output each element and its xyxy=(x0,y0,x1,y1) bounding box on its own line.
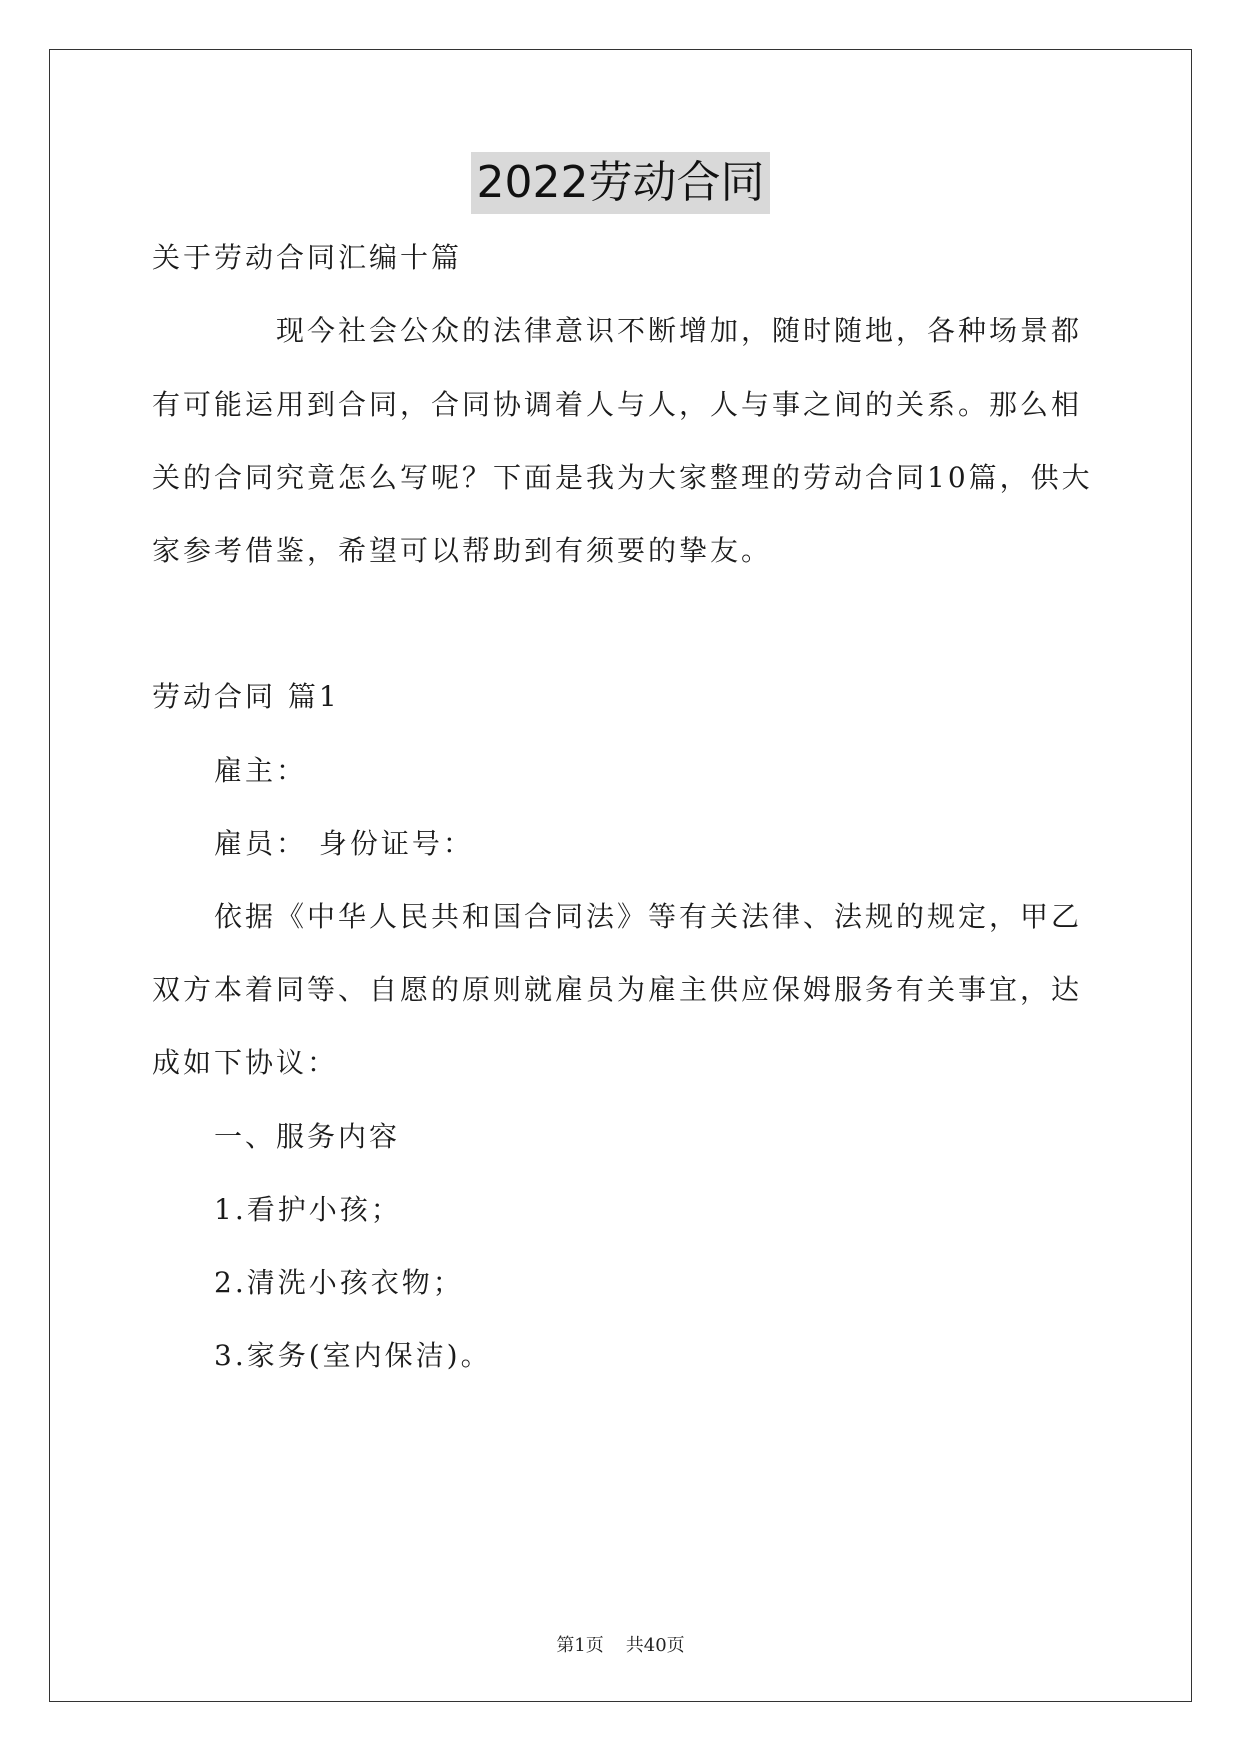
page-number: 第1页 xyxy=(556,1635,604,1656)
basis-line-2: 双方本着同等、自愿的原则就雇员为雇主供应保姆服务有关事宜，达 xyxy=(152,973,1083,1006)
intro-line-2: 有可能运用到合同，合同协调着人与人，人与事之间的关系。那么相 xyxy=(152,388,1083,421)
service-item-3: 3.家务(室内保洁)。 xyxy=(214,1339,492,1372)
service-item-2: 2.清洗小孩衣物； xyxy=(214,1266,464,1299)
intro-line-1: 现今社会公众的法律意识不断增加，随时随地，各种场景都 xyxy=(276,314,1083,347)
clause-heading: 一、服务内容 xyxy=(214,1120,401,1153)
basis-line-1: 依据《中华人民共和国合同法》等有关法律、法规的规定，甲乙 xyxy=(214,900,1083,933)
intro-line-4: 家参考借鉴，希望可以帮助到有须要的挚友。 xyxy=(152,534,773,567)
document-subtitle: 关于劳动合同汇编十篇 xyxy=(152,241,463,274)
service-item-1: 1.看护小孩； xyxy=(214,1193,402,1226)
page-footer xyxy=(0,1631,1241,1657)
document-title: 2022劳动合同 xyxy=(0,152,1241,214)
employee-label: 雇员： 身份证号： xyxy=(214,827,474,860)
employer-label: 雇主： xyxy=(214,754,308,787)
page-total: 共40页 xyxy=(625,1635,685,1656)
page-border xyxy=(49,49,1192,1702)
basis-line-3: 成如下协议： xyxy=(152,1046,339,1079)
intro-line-3: 关的合同究竟怎么写呢？下面是我为大家整理的劳动合同10篇，供大 xyxy=(152,461,1093,494)
section-heading: 劳动合同 篇1 xyxy=(152,680,340,713)
